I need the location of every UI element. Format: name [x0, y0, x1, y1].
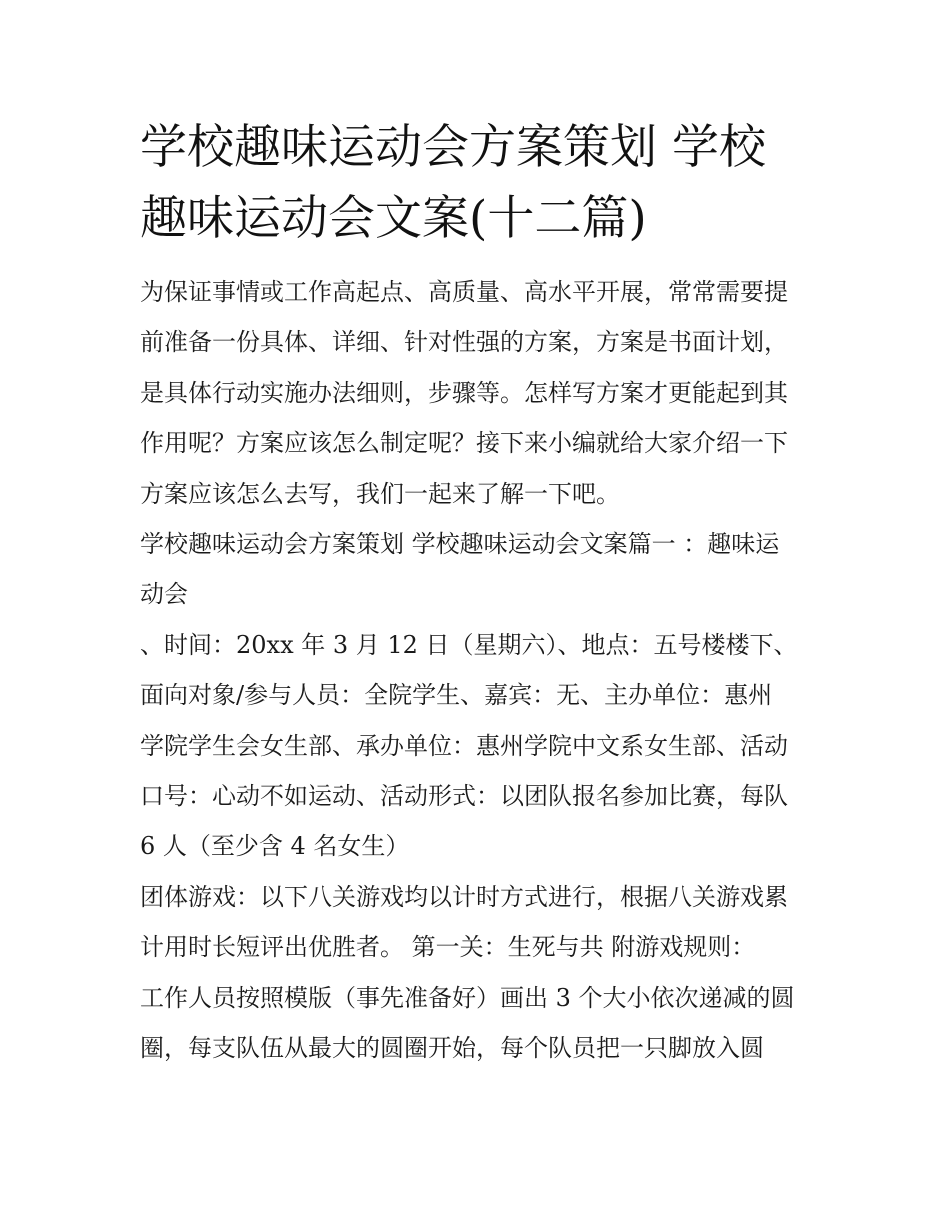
text-line: 动会	[140, 580, 188, 609]
document-page	[140, 112, 815, 1074]
text-line: 作用呢？方案应该怎么制定呢？接下来小编就给大家介绍一下	[140, 429, 788, 458]
text-line: 前准备一份具体、详细、针对性强的方案，方案是书面计划，	[140, 328, 788, 357]
text-line: 口号：心动不如运动、活动形式：以团队报名参加比赛，每队	[140, 782, 788, 811]
text-line: 学院学生会女生部、承办单位：惠州学院中文系女生部、活动	[140, 731, 788, 760]
text-line: 学校趣味运动会方案策划 学校趣味运动会文案篇一 ：趣味运	[140, 530, 780, 559]
title-line: 趣味运动会文案(十二篇)	[140, 191, 647, 246]
text-line: 为保证事情或工作高起点、高质量、高水平开展，常常需要提	[140, 278, 788, 306]
title-line: 学校趣味运动会方案策划 学校	[140, 120, 766, 175]
text-line: 团体游戏：以下八关游戏均以计时方式进行，根据八关游戏累	[140, 882, 788, 911]
intro-paragraph	[140, 267, 815, 519]
document-title	[140, 112, 815, 254]
event-info-paragraph	[140, 620, 815, 872]
text-line: 工作人员按照模版（事先准备好）画出 3 个大小依次递减的圆	[140, 983, 795, 1012]
section-heading-paragraph	[140, 519, 815, 620]
document-body	[140, 267, 815, 1074]
team-games-paragraph	[140, 872, 815, 973]
text-line: 圈，每支队伍从最大的圆圈开始，每个队员把一只脚放入圆	[140, 1034, 764, 1063]
text-line: 6 人（至少含 4 名女生）	[140, 832, 410, 861]
game-rules-paragraph	[140, 973, 815, 1074]
text-line: 、时间：20xx 年 3 月 12 日（星期六）、地点：五号楼楼下、	[140, 630, 798, 659]
text-line: 面向对象/参与人员：全院学生、嘉宾：无、主办单位：惠州	[140, 681, 773, 710]
text-line: 方案应该怎么去写，我们一起来了解一下吧。	[140, 479, 620, 508]
text-line: 计用时长短评出优胜者。 第一关：生死与共 附游戏规则：	[140, 933, 756, 962]
text-line: 是具体行动实施办法细则，步骤等。怎样写方案才更能起到其	[140, 378, 788, 407]
